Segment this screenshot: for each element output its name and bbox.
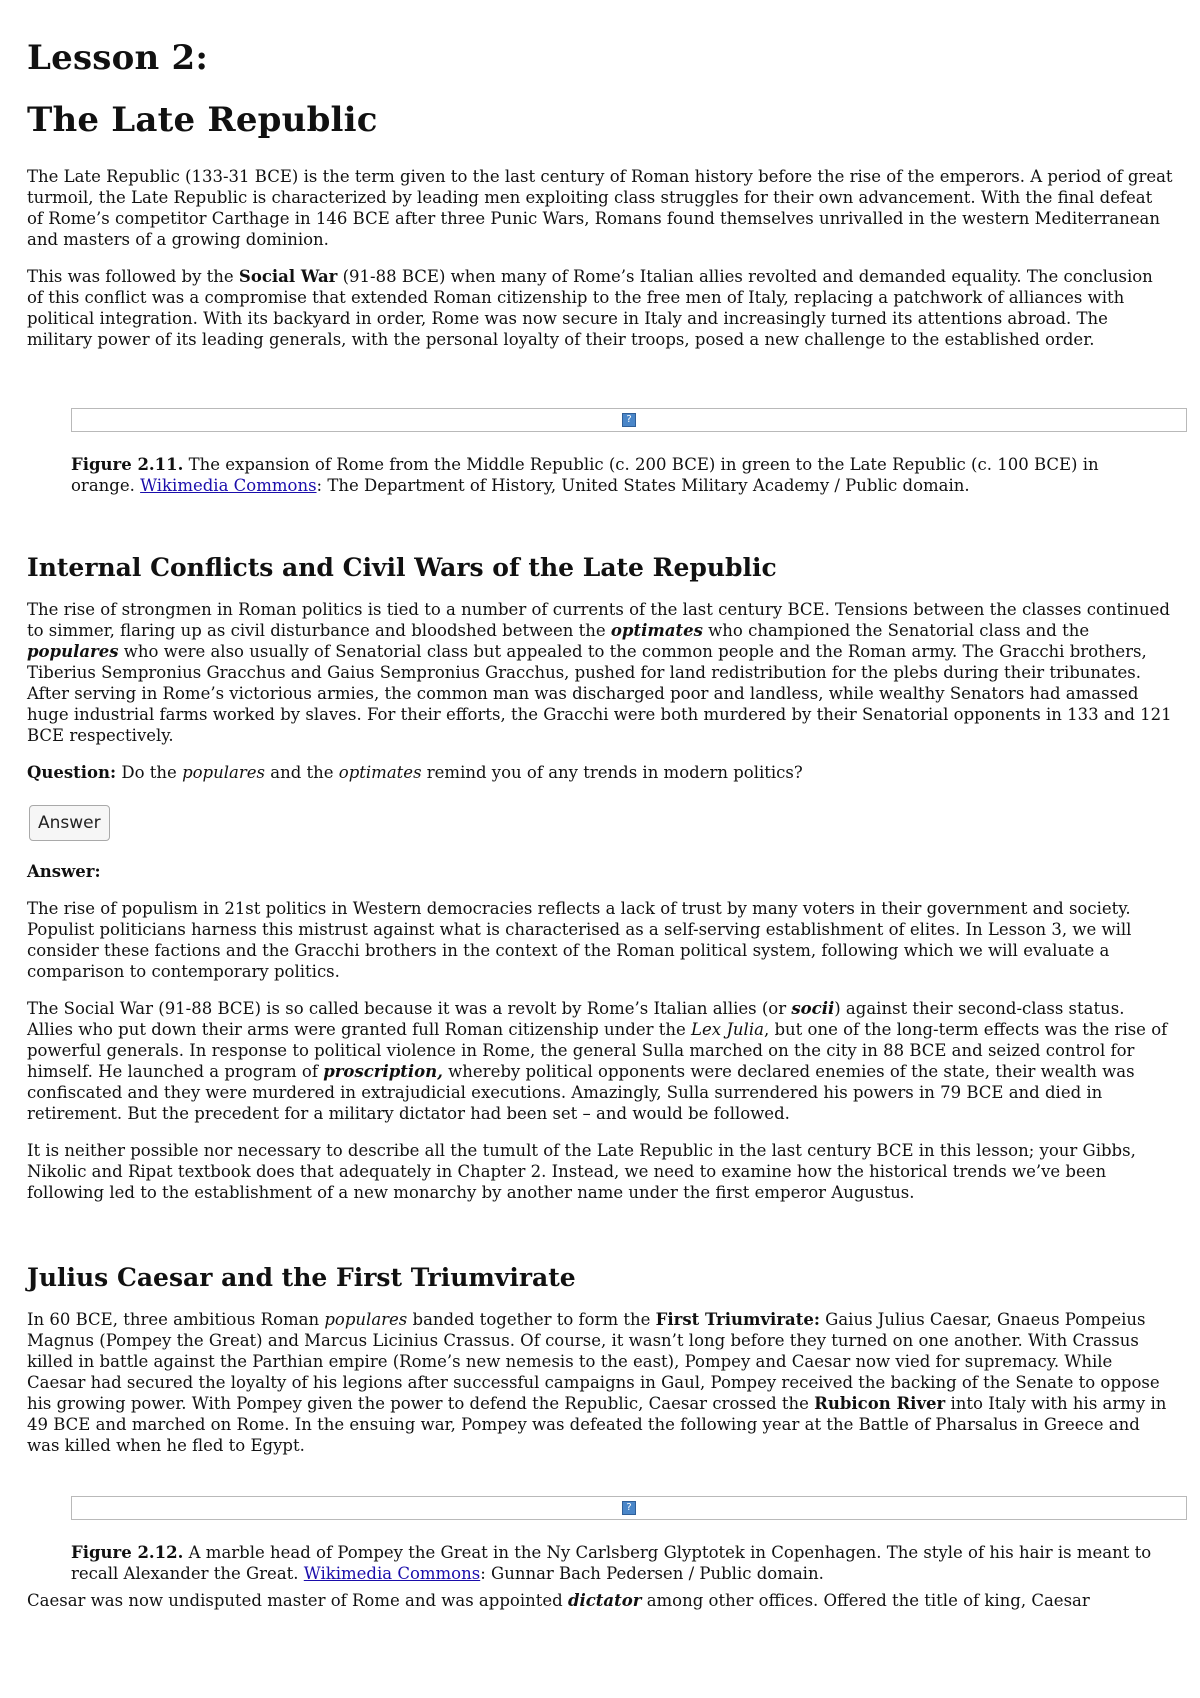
text-run: Caesar was now undisputed master of Rome and was appointed [27,1591,568,1610]
optimates-term: optimates [338,763,422,782]
broken-image-icon: ? [622,1501,636,1515]
figure-label: Figure 2.12. [71,1543,184,1562]
caption-text: A marble head of Pompey the Great in the Ny Carlsberg Glyptotek in Copenhagen. The style of his hair is meant to recall Alexander the Great. [71,1543,1152,1583]
broken-image-icon: ? [622,413,636,427]
answer-button[interactable]: Answer [29,805,110,841]
social-war-term: Social War [238,267,338,286]
rubicon-river-term: Rubicon River [814,1394,946,1413]
section1-paragraph-3 [27,998,1173,1124]
text-run: (91-88 BCE) when many of Rome’s Italian allies revolted and demanded equality. The conclusion of this conflict was a compromise that extended Roman citizenship to the free men of Italy, replacing a patchwork of alliances with political integration. With its backyard in order, Rome was now secure in Italy and increasingly turned its attentions abroad. The military power of its leading generals, with the personal loyalty of their troops, posed a new challenge to the established order. [27,267,1153,349]
section1-paragraph-4: It is neither possible nor necessary to describe all the tumult of the Late Republic in the last century BCE in this lesson; your Gibbs, Nikolic and Ripat textbook does that adequately in Chapter 2. Instead, we need to examine how the historical trends we’ve been following led to the establishment of a new monarchy by another name under the first emperor Augustus. [27,1141,1136,1202]
text-run: The Social War (91-88 BCE) is so called because it was a revolt by Rome’s Italian allies (or [27,999,792,1018]
text-run: The rise of strongmen in Roman politics is tied to a number of currents of the last century BCE. Tensions between the classes continued to simmer, flaring up as civil disturbance and bloodshed between the [27,600,1170,640]
section-spacer [27,496,1173,553]
section-heading-internal-conflicts: Internal Conflicts and Civil Wars of the Late Republic [27,553,777,582]
figure-2-12-image [71,1496,1187,1520]
text-run: , but one of the long-term effects was the rise of powerful generals. In response to political violence in Rome, the general Sulla marched on the city in 88 BCE and seized control for himself. He launched a program of [27,1020,1168,1081]
section2-paragraph-2 [27,1590,1173,1611]
figure-label: Figure 2.11. [71,455,184,474]
text-run: remind you of any trends in modern politics? [421,763,803,782]
socii-term: socii [791,999,835,1018]
section-heading-julius-caesar: Julius Caesar and the First Triumvirate [27,1263,576,1292]
caption-credit: : The Department of History, United States Military Academy / Public domain. [316,476,970,495]
question-paragraph [27,762,1173,783]
lex-julia-term: Lex Julia [691,1020,764,1039]
text-run: Do the [116,763,183,782]
populares-term: populares [324,1310,408,1329]
section2-paragraph-1 [27,1309,1173,1456]
text-run: and the [264,763,339,782]
text-run: This was followed by the [27,267,239,286]
figure-2-11-caption [71,454,1161,496]
answer-label [27,861,1173,882]
section-spacer [27,1219,1173,1263]
caption-credit: : Gunnar Bach Pedersen / Public domain. [480,1564,824,1583]
section1-paragraph-1 [27,599,1173,746]
populares-term: populares [27,642,119,661]
text-run: into Italy with his army in 49 BCE and marched on Rome. In the ensuing war, Pompey was defeated the following year at the Battle of Pharsalus in Greece and was killed when he fled to Egypt. [27,1394,1167,1455]
text-run: ) against their second-class status. Allies who put down their arms were granted full Roman citizenship under the [27,999,1125,1039]
lesson-title: Lesson 2: [27,38,209,78]
figure-2-12-caption [71,1542,1161,1584]
figure-2-11-image [71,408,1187,432]
text-run: In 60 BCE, three ambitious Roman [27,1310,325,1329]
question-label: Question: [27,763,117,782]
caption-text: The expansion of Rome from the Middle Republic (c. 200 BCE) in green to the Late Republic (c. 100 BCE) in orange. [71,455,1099,495]
answer-text: The rise of populism in 21st politics in Western democracies reflects a lack of trust by many voters in their government and society. Populist politicians harness this mistrust against what is characterised as a self-serving establishment of elites. In Lesson 3, we will consider these factions and the Gracchi brothers in the context of the Roman political system, following which we will evaluate a comparison to contemporary politics. [27,899,1132,981]
text-run: Gaius Julius Caesar, Gnaeus Pompeius Magnus (Pompey the Great) and Marcus Licinius Crassus. Of course, it wasn’t long before they turned on one another. With Crassus killed in battle against the Parthian empire (Rome’s new nemesis to the east), Pompey and Caesar now vied for supremacy. While Caesar had secured the loyalty of his legions after successful campaigns in Gaul, Pompey received the backing of the Senate to oppose his growing power. With Pompey given the power to defend the Republic, Caesar crossed the [27,1310,1160,1413]
optimates-term: optimates [610,621,703,640]
intro-paragraph-2 [27,266,1173,350]
proscription-term: proscription, [323,1062,443,1081]
lesson-subtitle: The Late Republic [27,100,378,140]
wikimedia-commons-link[interactable]: Wikimedia Commons [140,476,317,495]
answer-label-text: Answer: [27,862,101,881]
text-run: banded together to form the [407,1310,656,1329]
first-triumvirate-term: First Triumvirate: [655,1310,820,1329]
text-run: among other offices. Offered the title of king, Caesar [641,1591,1090,1610]
text-run: who were also usually of Senatorial class but appealed to the common people and the Roman army. The Gracchi brothers, Tiberius Sempronius Gracchus and Gaius Sempronius Gracchus, pushed for land redistribution for the plebs during their tribunates. After serving in Rome’s victorious armies, the common man was discharged poor and landless, while wealthy Senators had amassed huge industrial farms worked by slaves. For their efforts, the Gracchi were both murdered by their Senatorial opponents in 133 and 121 BCE respectively. [27,642,1172,745]
text-run: whereby political opponents were declared enemies of the state, their wealth was confiscated and they were murdered in extrajudicial executions. Amazingly, Sulla surrendered his powers in 79 BCE and died in retirement. But the precedent for a military dictator had been set – and would be followed. [27,1062,1135,1123]
intro-paragraph-1: The Late Republic (133-31 BCE) is the term given to the last century of Roman history before the rise of the emperors. A period of great turmoil, the Late Republic is characterized by leading men exploiting class struggles for their own advancement. With the final defeat of Rome’s competitor Carthage in 146 BCE after three Punic Wars, Romans found themselves unrivalled in the western Mediterranean and masters of a growing dominion. [27,167,1173,249]
dictator-term: dictator [567,1591,642,1610]
text-run: who championed the Senatorial class and the [702,621,1090,640]
populares-term: populares [182,763,265,782]
wikimedia-commons-link[interactable]: Wikimedia Commons [303,1564,481,1583]
